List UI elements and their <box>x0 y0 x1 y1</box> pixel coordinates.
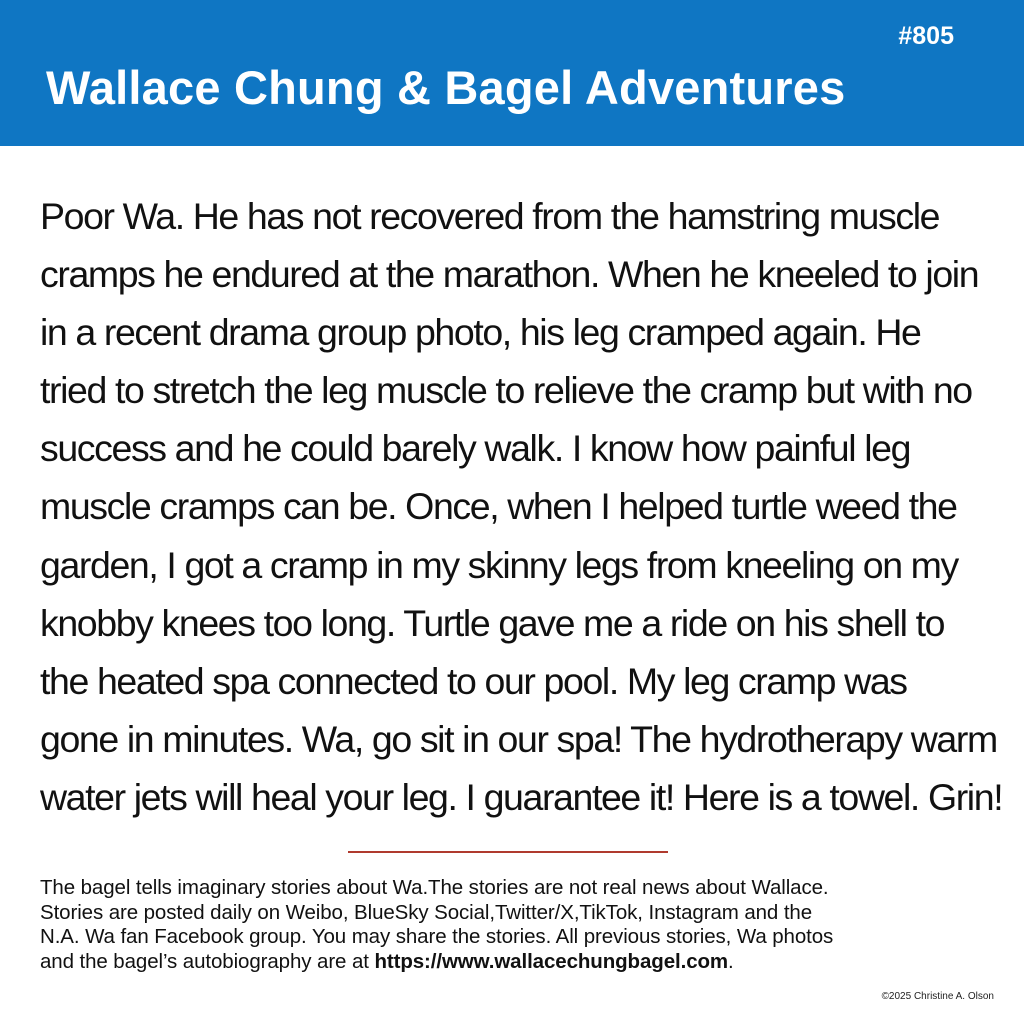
story-line: muscle cramps can be. Once, when I helped turtle weed the <box>40 485 957 528</box>
story-line: tried to stretch the leg muscle to relieve the cramp but with no <box>40 369 972 412</box>
story-line: the heated spa connected to our pool. My leg cramp was <box>40 659 907 702</box>
header-banner <box>0 0 1024 146</box>
story-body <box>40 187 1008 826</box>
story-line: in a recent drama group photo, his leg cramped again. He <box>40 311 921 354</box>
footer-line: Stories are posted daily on Weibo, BlueSky Social,Twitter/X,TikTok, Instagram and the <box>40 900 813 924</box>
footer-disclaimer <box>40 876 1000 974</box>
story-line: knobby knees too long. Turtle gave me a ride on his shell to <box>40 601 945 644</box>
story-line: garden, I got a cramp in my skinny legs from kneeling on my <box>40 543 958 586</box>
footer-line: N.A. Wa fan Facebook group. You may share the stories. All previous stories, Wa photos <box>40 925 834 948</box>
banner-title: Wallace Chung & Bagel Adventures <box>46 61 846 114</box>
footer-line-with-link <box>40 950 1000 975</box>
footer-line-prefix: and the bagel’s autobiography are at <box>40 949 375 973</box>
footer-line: The bagel tells imaginary stories about Wa.The stories are not real news about Wallace. <box>40 876 829 899</box>
story-line: cramps he endured at the marathon. When he kneeled to join <box>40 253 979 296</box>
story-line: water jets will heal your leg. I guarantee it! Here is a towel. Grin! <box>40 775 1003 818</box>
story-line: Poor Wa. He has not recovered from the hamstring muscle <box>40 195 940 237</box>
divider <box>348 851 668 853</box>
website-link[interactable]: https://www.wallacechungbagel.com <box>374 949 729 973</box>
footer-line-suffix: . <box>728 949 734 973</box>
copyright-notice: ©2025 Christine A. Olson <box>881 991 994 1002</box>
story-line: success and he could barely walk. I know how painful leg <box>40 427 911 470</box>
story-number: #805 <box>898 22 954 50</box>
story-line: gone in minutes. Wa, go sit in our spa! The hydrotherapy warm <box>40 717 997 760</box>
